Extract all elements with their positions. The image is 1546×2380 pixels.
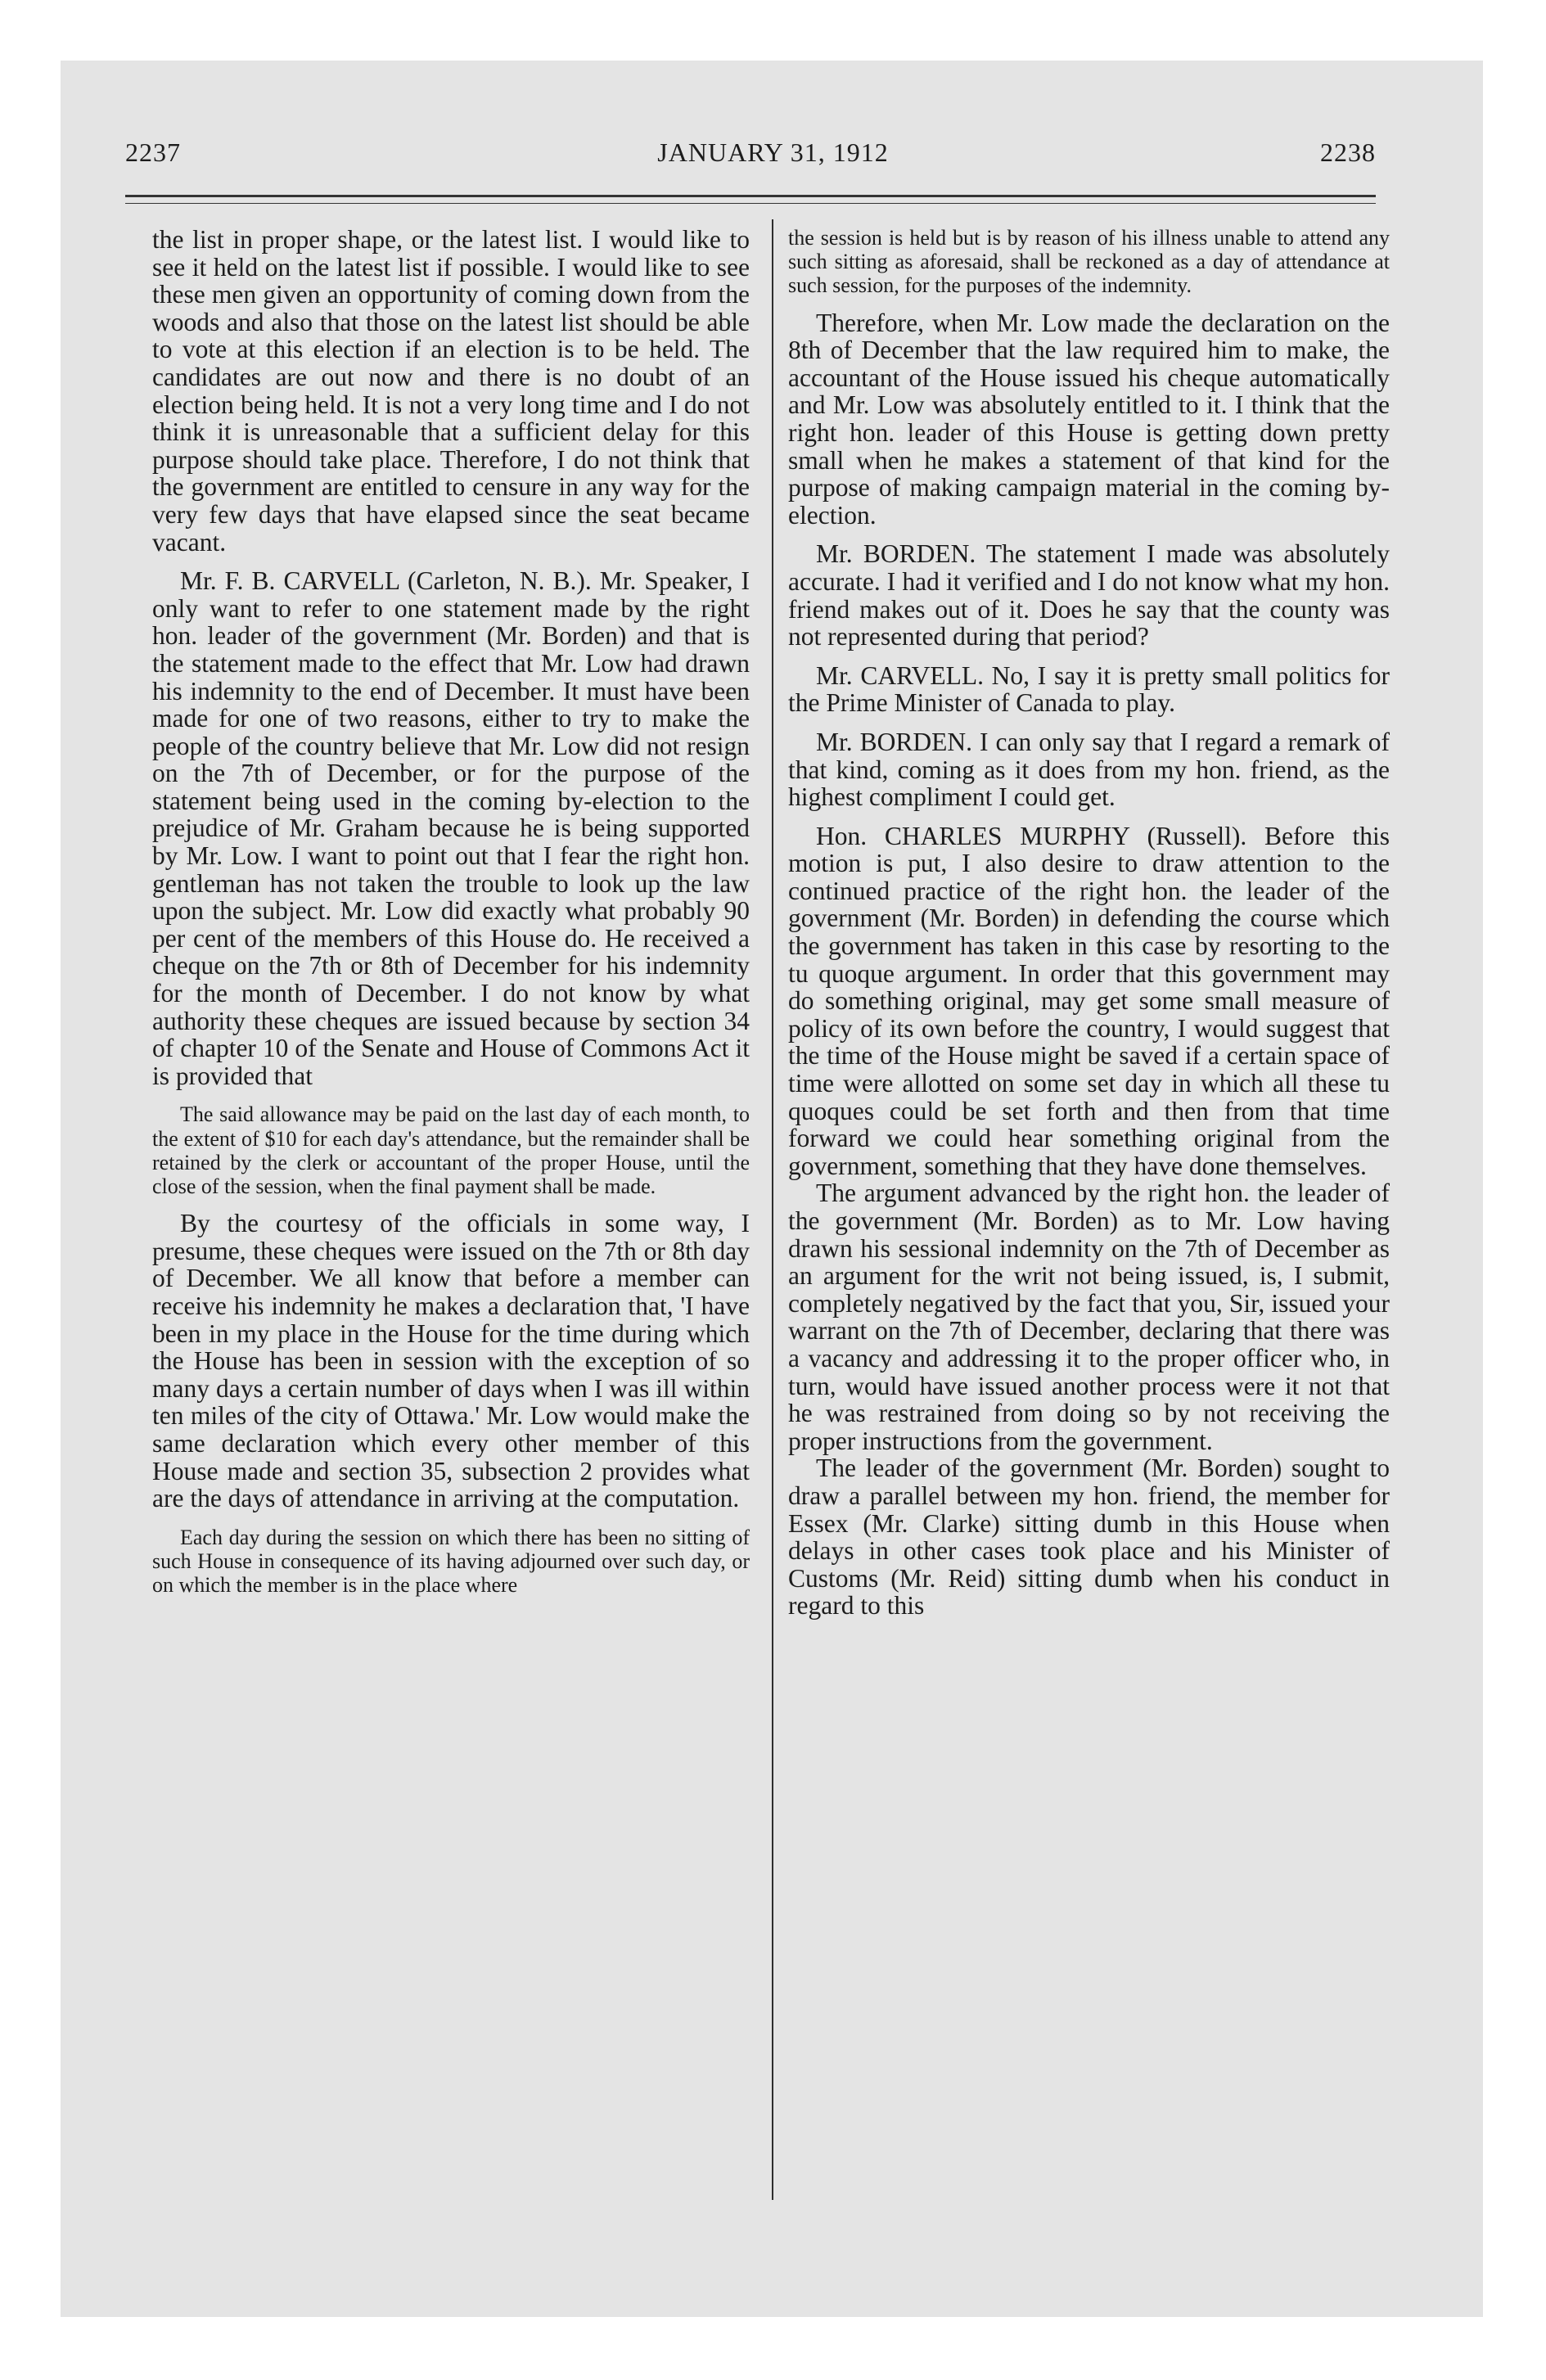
paragraph: The argument advanced by the right hon. the leader of the government (Mr. Borden) as to Mr. Low having drawn his sessional indemnity on the 7th of December as an argument for the writ not being issued, is, I submit, completely negatived by the fact that you, Sir, issued your warrant on the 7th of December, declaring that there was a vacancy and addressing it to the proper officer who, in turn, would have issued another process were it not that he was restrained from doing so by not receiving the proper instructions from the government. xyxy=(788,1179,1390,1455)
column-divider xyxy=(772,219,773,2200)
paragraph: By the courtesy of the officials in some way, I presume, these cheques were issued on the 7th or 8th day of December. We all know that before a member can receive his indemnity he makes a declaration that, 'I have been in my place in the House for the time during which the House has been in session with the exception of so many days a certain number of days when I was ill within ten miles of the city of Ottawa.' Mr. Low would make the same declaration which every other member of this House made and section 35, subsection 2 provides what are the days of attendance in arriving at the computation. xyxy=(152,1209,750,1513)
paragraph: Mr. CARVELL. No, I say it is pretty small politics for the Prime Minister of Canada to play. xyxy=(788,660,1390,718)
page-number-right: 2238 xyxy=(1320,137,1376,167)
header-rule-thick xyxy=(125,195,1376,197)
left-column xyxy=(152,226,750,1608)
quoted-statute-continued: the session is held but is by reason of his illness unable to attend any such sitting as aforesaid, shall be reckoned as a day of attendance at such session, for the purposes of the indemnity. xyxy=(788,226,1390,298)
page-number-left: 2237 xyxy=(125,137,181,167)
page-date: JANUARY 31, 1912 xyxy=(657,137,889,167)
paragraph: Mr. BORDEN. The statement I made was absolutely accurate. I had it verified and I do not know what my hon. friend makes out of it. Does he say that the county was not represented during that period? xyxy=(788,539,1390,651)
quoted-statute: Each day during the session on which there has been no sitting of such House in consequence of its having adjourned over such day, or on which the member is in the place where xyxy=(152,1525,750,1598)
paragraph: Mr. BORDEN. I can only say that I regard a remark of that kind, coming as it does from my hon. friend, as the highest compliment I could get. xyxy=(788,727,1390,812)
header-rule-thin xyxy=(125,203,1376,204)
paragraph: Mr. F. B. CARVELL (Carleton, N. B.). Mr. Speaker, I only want to refer to one statement made by the right hon. leader of the government (Mr. Borden) and that is the statement made to the effect that Mr. Low had drawn his indemnity to the end of December. It must have been made for one of two reasons, either to try to make the people of the country believe that Mr. Low did not resign on the 7th of December, or for the purpose of the statement being used in the coming by-election to the prejudice of Mr. Graham because he is being supported by Mr. Low. I want to point out that I fear the right hon. gentleman has not taken the trouble to look up the law upon the subject. Mr. Low did exactly what probably 90 per cent of the members of this House do. He received a cheque on the 7th or 8th of December for his indemnity for the month of December. I do not know by what authority these cheques are issued because by section 34 of chapter 10 of the Senate and House of Commons Act it is provided that xyxy=(152,566,750,1090)
paragraph: The leader of the government (Mr. Borden) sought to draw a parallel between my hon. friend, the member for Essex (Mr. Clarke) sitting dumb in this House when delays in other cases took place and his Minister of Customs (Mr. Reid) sitting dumb when his conduct in regard to this xyxy=(788,1454,1390,1620)
paragraph: the list in proper shape, or the latest list. I would like to see it held on the latest list if possible. I would like to see these men given an opportunity of coming down from the woods and also that those on the latest list should be able to vote at this election if an election is to be held. The candidates are out now and there is no doubt of an election being held. It is not a very long time and I do not think it is unreasonable that a sufficient delay for this purpose should take place. Therefore, I do not think that the government are entitled to censure in any way for the very few days that have elapsed since the seat became vacant. xyxy=(152,225,750,557)
right-column xyxy=(788,226,1390,1620)
paragraph: Therefore, when Mr. Low made the declaration on the 8th of December that the law required him to make, the accountant of the House issued his cheque automatically and Mr. Low was absolutely entitled to it. I think that the right hon. leader of this House is getting down pretty small when he makes a statement of that kind for the purpose of making campaign material in the coming by-election. xyxy=(788,308,1390,530)
quoted-statute: The said allowance may be paid on the last day of each month, to the extent of $10 for each day's attendance, but the remainder shall be retained by the clerk or accountant of the proper House, until the close of the session, when the final payment shall be made. xyxy=(152,1102,750,1199)
paragraph: Hon. CHARLES MURPHY (Russell). Before this motion is put, I also desire to draw attention to the continued practice of the right hon. the leader of the government (Mr. Borden) in defending the course which the government has taken in this case by resorting to the tu quoque argument. In order that this government may do something original, may get some small measure of policy of its own before the country, I would suggest that the time of the House might be saved if a certain space of time were allotted on some set day in which all these tu quoques could be set forth and then from that time forward we could hear something original from the government, something that they have done themselves. xyxy=(788,821,1390,1180)
